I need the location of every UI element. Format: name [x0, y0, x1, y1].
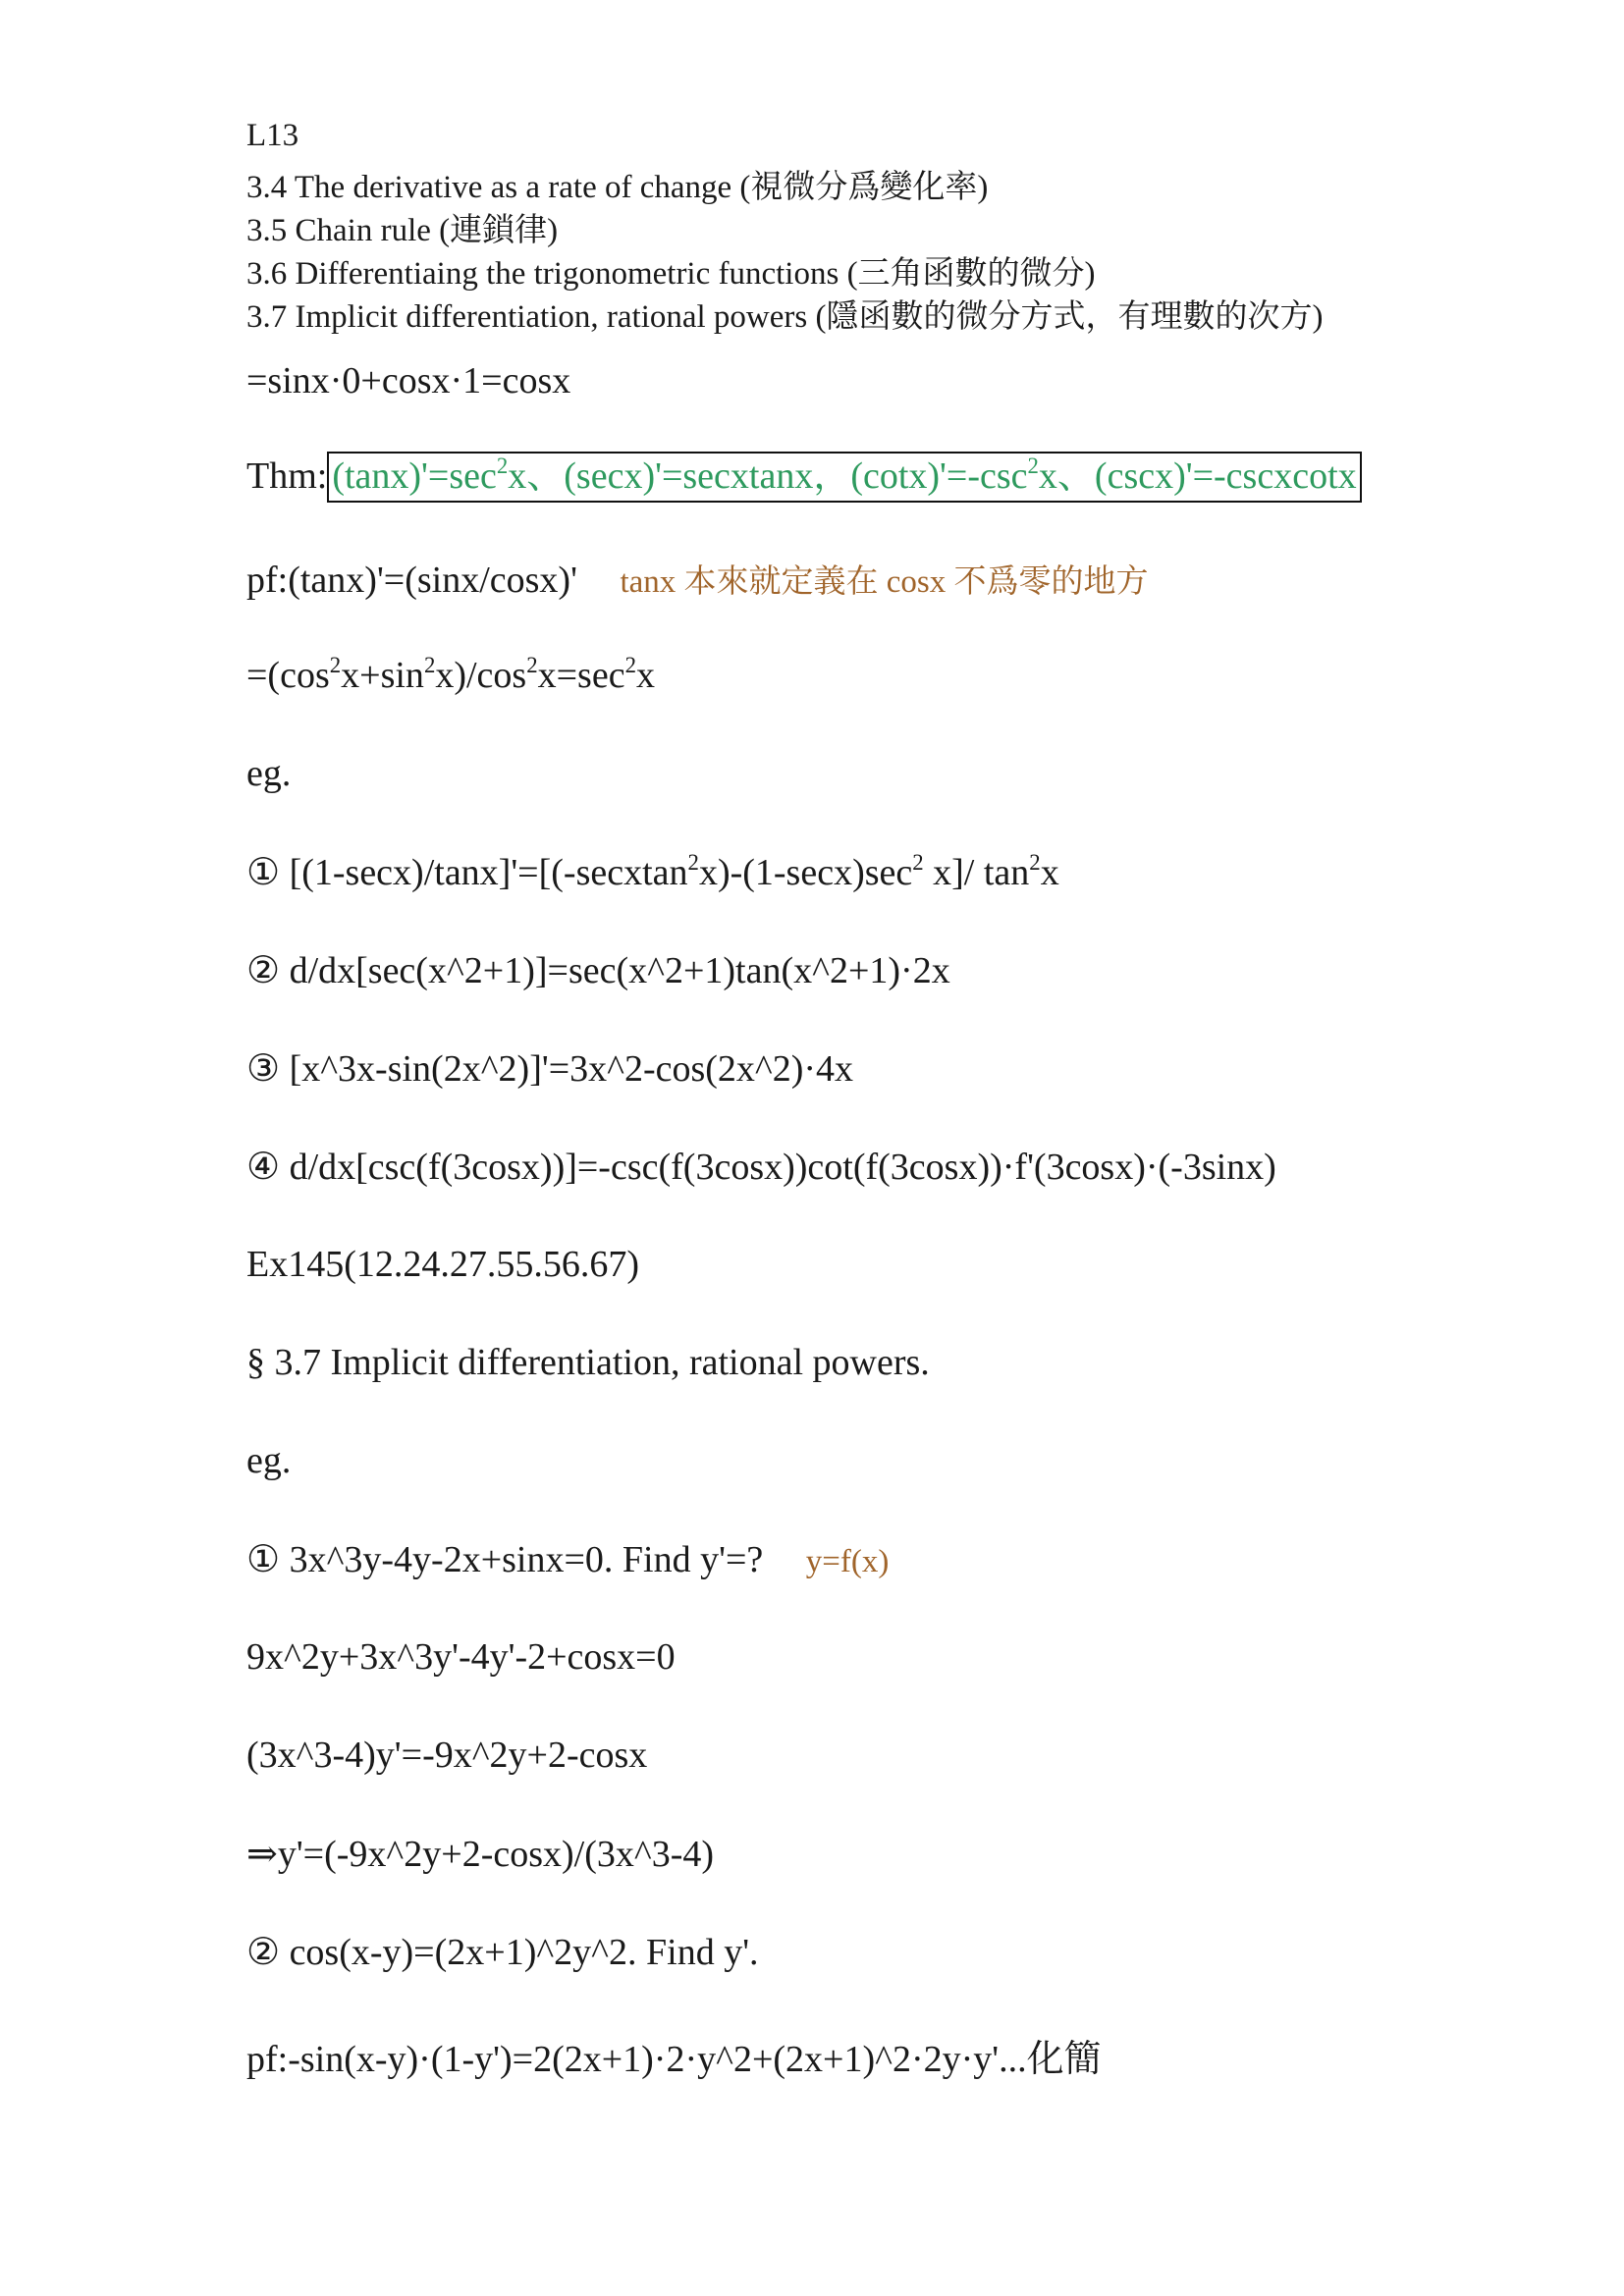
example-label-1: eg. [246, 753, 292, 794]
math-exponent: 2 [912, 850, 924, 876]
example-1 [246, 850, 1059, 894]
math-text: ① [(1-secx)/tanx]'=[(-secxtan [246, 852, 688, 893]
math-text: x [635, 655, 655, 696]
example-2: ② d/dx[sec(x^2+1)]=sec(x^2+1)tan(x^2+1)·2x [246, 950, 950, 991]
implicit-example-2-proof: pf:-sin(x-y)·(1-y')=2(2x+1)·2·y^2+(2x+1)^2·2y·y'...化簡 [246, 2039, 1102, 2080]
math-text: x=sec [537, 655, 625, 696]
theorem-box [327, 452, 1361, 503]
thm-exponent: 2 [496, 454, 509, 479]
lecture-number: L13 [246, 118, 299, 153]
thm-text: (tanx)'=sec [332, 455, 497, 497]
topic-3-6: 3.6 Differentiaing the trigonometric functions (三角函數的微分) [246, 256, 1096, 292]
math-text: x]/ tan [923, 852, 1030, 893]
implicit-example-2: ② cos(x-y)=(2x+1)^2y^2. Find y'. [246, 1932, 759, 1973]
example-label-2: eg. [246, 1440, 292, 1481]
implicit-step-2: (3x^3-4)y'=-9x^2y+2-cosx [246, 1735, 648, 1776]
theorem-label: Thm: [246, 455, 328, 497]
implicit-example-1-note: y=f(x) [805, 1544, 890, 1579]
math-exponent: 2 [423, 653, 436, 678]
exercise-list: Ex145(12.24.27.55.56.67) [246, 1244, 640, 1285]
math-exponent: 2 [1029, 850, 1041, 876]
implicit-example-1 [246, 1537, 889, 1581]
thm-text: x、(secx)'=secxtanx，(cotx)'=-csc [508, 455, 1028, 497]
thm-exponent: 2 [1027, 454, 1039, 479]
topic-3-7: 3.7 Implicit differentiation, rational powers (隱函數的微分方式，有理數的次方) [246, 299, 1324, 335]
math-exponent: 2 [624, 653, 636, 678]
math-text: x)/cos [435, 655, 527, 696]
math-text: x [1040, 852, 1059, 893]
proof-tan: pf:(tanx)'=(sinx/cosx)' [246, 560, 577, 601]
theorem-line [246, 452, 1362, 503]
sinx-derivative-line: =sinx·0+cosx·1=cosx [246, 360, 571, 401]
math-text: x)-(1-secx)sec [698, 852, 913, 893]
topic-3-5: 3.5 Chain rule (連鎖律) [246, 213, 559, 248]
topic-3-4: 3.4 The derivative as a rate of change (視微分爲變化率) [246, 170, 989, 205]
proof-tan-note: tanx 本來就定義在 cosx 不爲零的地方 [620, 564, 1149, 600]
proof-tan-result [246, 654, 655, 697]
proof-tan-line [246, 556, 1149, 602]
math-text: x+sin [341, 655, 424, 696]
math-exponent: 2 [687, 850, 699, 876]
math-text: =(cos [246, 655, 330, 696]
example-4: ④ d/dx[csc(f(3cosx))]=-csc(f(3cosx))cot(f(3cosx))·f'(3cosx)·(-3sinx) [246, 1147, 1276, 1188]
thm-text: x、(cscx)'=-cscxcotx [1038, 455, 1357, 497]
section-heading: § 3.7 Implicit differentiation, rational powers. [246, 1342, 930, 1383]
implicit-step-3: ⇒y'=(-9x^2y+2-cosx)/(3x^3-4) [246, 1834, 715, 1875]
math-exponent: 2 [329, 653, 342, 678]
math-exponent: 2 [526, 653, 538, 678]
example-3: ③ [x^3x-sin(2x^2)]'=3x^2-cos(2x^2)·4x [246, 1048, 854, 1090]
implicit-step-1: 9x^2y+3x^3y'-4y'-2+cosx=0 [246, 1636, 676, 1678]
implicit-example-1-text: ① 3x^3y-4y-2x+sinx=0. Find y'=? [246, 1539, 764, 1580]
